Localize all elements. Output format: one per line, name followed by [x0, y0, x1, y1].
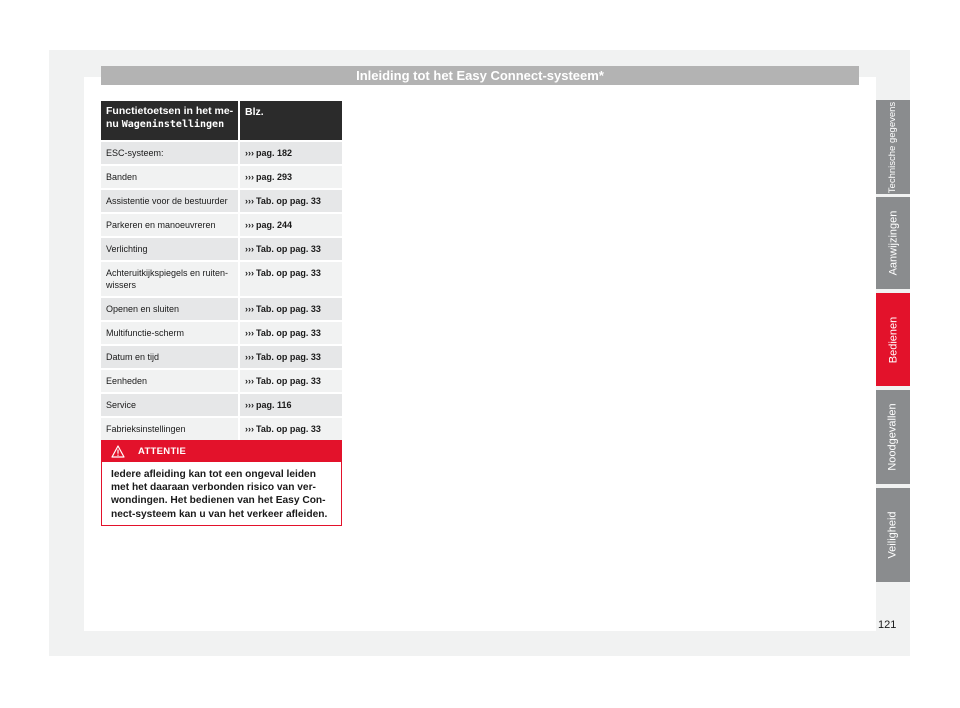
row-ref[interactable]: ››› Tab. op pag. 33: [245, 268, 321, 278]
table-row: [101, 322, 342, 346]
table-row: [101, 346, 342, 370]
table-row: [101, 370, 342, 394]
row-label: Banden: [101, 166, 240, 188]
table-row: [101, 214, 342, 238]
table-header-function-prefix: nu: [106, 118, 122, 130]
row-label: Datum en tijd: [101, 346, 240, 368]
row-ref[interactable]: ››› pag. 293: [245, 172, 293, 182]
table-row: [101, 142, 342, 166]
arrow-icon: ›››: [245, 220, 254, 230]
table-row: [101, 238, 342, 262]
tab-bedienen[interactable]: Bedienen: [876, 293, 910, 386]
row-ref[interactable]: ››› Tab. op pag. 33: [245, 376, 321, 386]
page-number: 121: [878, 619, 897, 631]
tab-technische-gegevens[interactable]: Technische gegevens: [876, 100, 910, 194]
row-ref[interactable]: ››› pag. 182: [245, 148, 293, 158]
row-ref[interactable]: ››› Tab. op pag. 33: [245, 352, 321, 362]
row-ref[interactable]: ››› Tab. op pag. 33: [245, 328, 321, 338]
arrow-icon: ›››: [245, 148, 254, 158]
row-label: Assistentie voor de bestuurder: [101, 190, 240, 212]
arrow-icon: ›››: [245, 268, 254, 278]
tab-veiligheid[interactable]: Veiligheid: [876, 488, 910, 582]
tab-noodgevallen[interactable]: Noodgevallen: [876, 390, 910, 484]
chapter-header: Inleiding tot het Easy Connect-systeem*: [101, 66, 859, 85]
row-ref[interactable]: ››› Tab. op pag. 33: [245, 196, 321, 206]
warning-triangle-icon: [111, 445, 125, 458]
table-row: [101, 418, 342, 442]
table-row: [101, 262, 342, 298]
arrow-icon: ›››: [245, 328, 254, 338]
row-ref[interactable]: ››› Tab. op pag. 33: [245, 244, 321, 254]
table-header: [101, 101, 342, 140]
arrow-icon: ›››: [245, 244, 254, 254]
arrow-icon: ›››: [245, 196, 254, 206]
row-ref[interactable]: ››› pag. 116: [245, 400, 292, 410]
arrow-icon: ›››: [245, 424, 254, 434]
row-label: Openen en sluiten: [101, 298, 240, 320]
table-row: [101, 394, 342, 418]
arrow-icon: ›››: [245, 376, 254, 386]
warning-box: [101, 440, 342, 526]
table-row: [101, 190, 342, 214]
function-keys-table: [101, 101, 342, 442]
row-ref[interactable]: ››› pag. 244: [245, 220, 293, 230]
row-label: ESC-systeem:: [101, 142, 240, 164]
row-label: Verlichting: [101, 238, 240, 260]
row-ref[interactable]: ››› Tab. op pag. 33: [245, 424, 321, 434]
row-ref[interactable]: ››› Tab. op pag. 33: [245, 304, 321, 314]
arrow-icon: ›››: [245, 400, 254, 410]
row-label: Eenheden: [101, 370, 240, 392]
table-header-page: Blz.: [245, 106, 264, 118]
row-label: Parkeren en manoeuvreren: [101, 214, 240, 236]
row-label: Achteruitkijkspiegels en ruiten- wissers: [101, 262, 240, 296]
warning-header: [102, 441, 341, 462]
tab-aanwijzingen[interactable]: Aanwijzingen: [876, 197, 910, 289]
arrow-icon: ›››: [245, 352, 254, 362]
table-header-function-line1: Functietoetsen in het me-: [106, 105, 234, 117]
table-row: [101, 298, 342, 322]
row-label: Service: [101, 394, 240, 416]
arrow-icon: ›››: [245, 304, 254, 314]
table-row: [101, 166, 342, 190]
warning-title: ATTENTIE: [138, 446, 187, 457]
table-header-menu-name: Wageninstellingen: [121, 119, 225, 130]
warning-text: Iedere afleiding kan tot een ongeval leiden met het daaraan verbonden risico van ver- wondingen. Het bedienen van het Easy Con- nect-systeem kan u van het verkeer afleiden.: [111, 469, 328, 520]
table-header-function: [101, 101, 240, 140]
arrow-icon: ›››: [245, 172, 254, 182]
row-label: Fabrieksinstellingen: [101, 418, 240, 440]
row-label: Multifunctie-scherm: [101, 322, 240, 344]
